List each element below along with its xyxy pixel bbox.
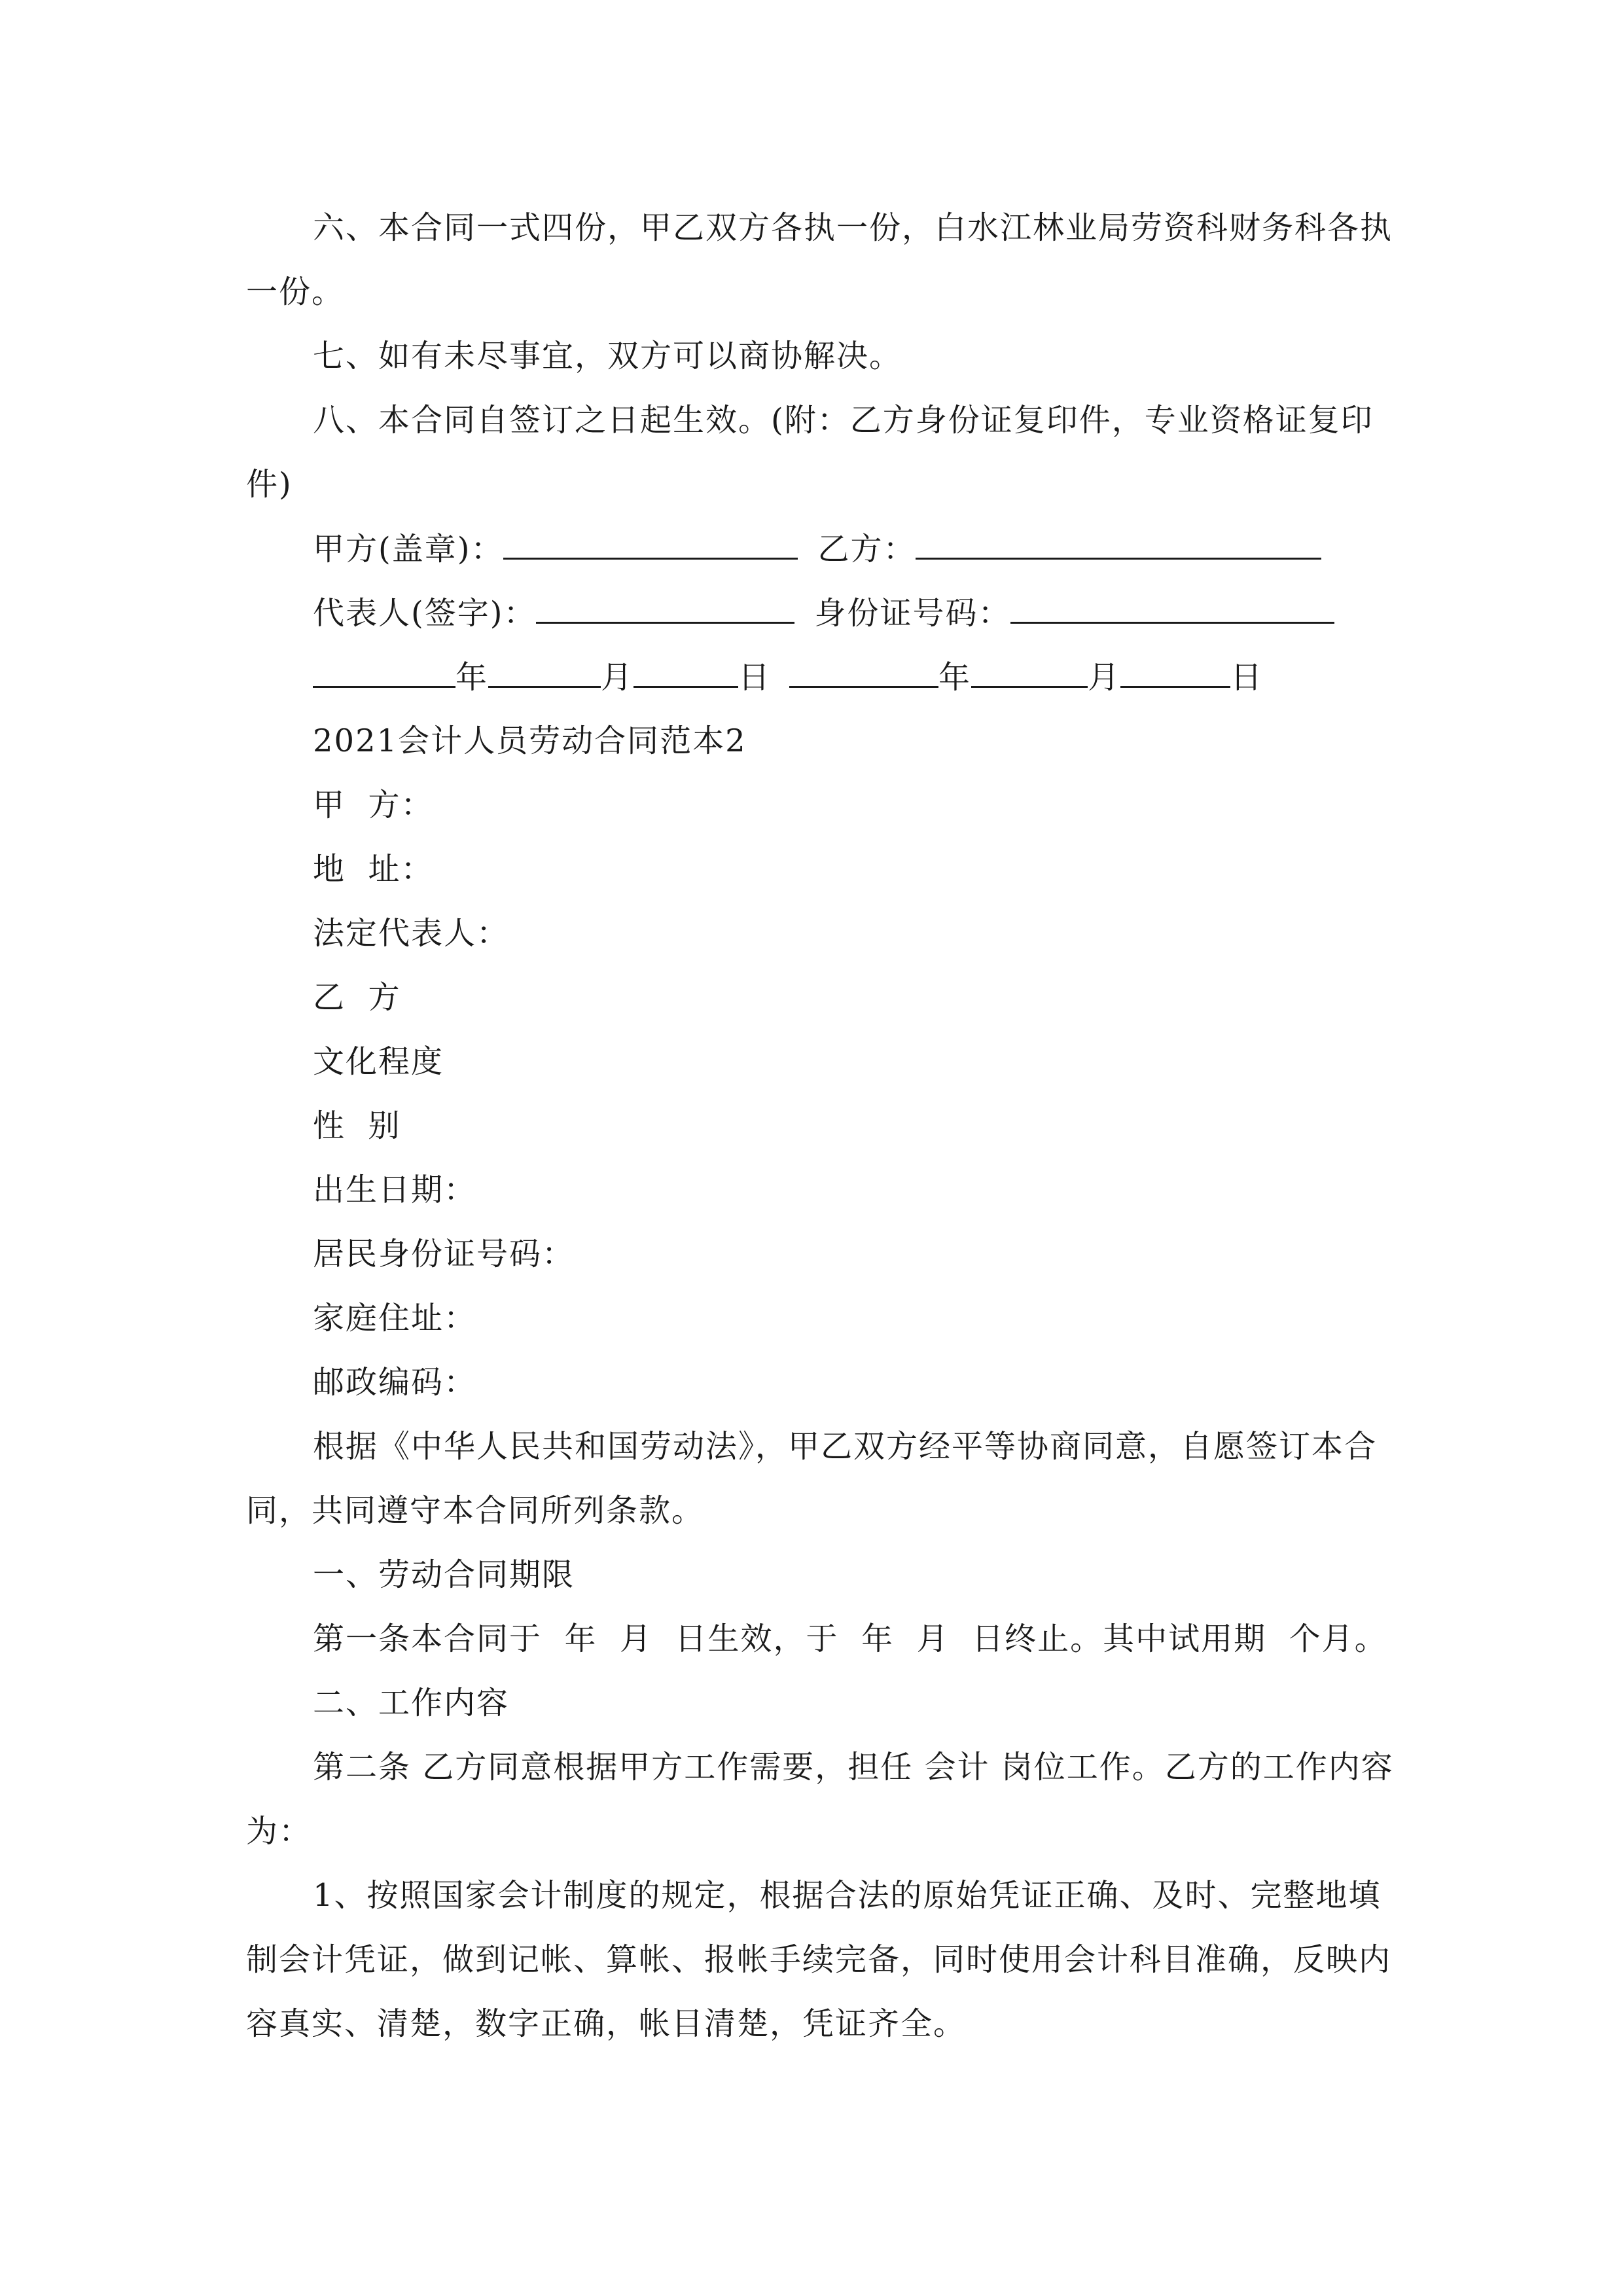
date-b-month-label: 月	[1088, 659, 1121, 696]
field-party-b: 乙 方	[313, 979, 401, 1016]
article2-line2: 为：	[246, 1813, 312, 1850]
party-b-blank	[916, 529, 1321, 560]
date-b-month-blank	[971, 657, 1088, 688]
date-a-month-blank	[488, 657, 601, 688]
item1-line3: 容真实、清楚，数字正确，帐目清楚，凭证齐全。	[246, 2005, 967, 2042]
field-birth-date: 出生日期：	[313, 1172, 477, 1208]
date-b-year-label: 年	[938, 659, 972, 696]
clause-eight-line2: 件)	[246, 466, 293, 503]
article1: 第一条本合同于 年 月 日生效，于 年 月 日终止。其中试用期 个月。	[313, 1621, 1387, 1657]
signature-row-dates	[313, 657, 1263, 697]
clause-seven: 七、如有未尽事宜，双方可以商协解决。	[313, 338, 902, 374]
representative-label: 代表人(签字)：	[313, 595, 537, 632]
party-a-seal-blank	[503, 529, 798, 560]
signature-row-parties	[313, 529, 1321, 569]
field-address: 地 址：	[313, 851, 434, 888]
representative-blank	[536, 593, 794, 624]
date-b-year-blank	[789, 657, 938, 688]
field-home-address: 家庭住址：	[313, 1300, 477, 1336]
field-postcode: 邮政编码：	[313, 1364, 477, 1401]
item1-line1: 1、按照国家会计制度的规定，根据合法的原始凭证正确、及时、完整地填	[313, 1877, 1382, 1914]
signature-row-representative	[313, 593, 1334, 633]
field-education: 文化程度	[313, 1043, 444, 1080]
date-a-month-label: 月	[601, 659, 634, 696]
field-id-card: 居民身份证号码：	[313, 1236, 575, 1272]
field-gender: 性 别	[313, 1107, 401, 1144]
section2-heading: 二、工作内容	[313, 1685, 510, 1721]
date-a-year-blank	[313, 657, 455, 688]
clause-six-line2: 一份。	[246, 274, 345, 310]
field-legal-rep: 法定代表人：	[313, 915, 510, 952]
party-a-seal-label: 甲方(盖章)：	[313, 531, 504, 567]
date-b-day-label: 日	[1230, 659, 1264, 696]
preamble-line2: 同，共同遵守本合同所列条款。	[246, 1492, 705, 1529]
date-b-day-blank	[1120, 657, 1230, 688]
template2-title: 2021会计人员劳动合同范本2	[313, 723, 747, 759]
date-a-day-blank	[633, 657, 738, 688]
preamble-line1: 根据《中华人民共和国劳动法》，甲乙双方经平等协商同意，自愿签订本合	[313, 1428, 1378, 1465]
item1-line2: 制会计凭证，做到记帐、算帐、报帐手续完备，同时使用会计科目准确，反映内	[246, 1941, 1392, 1978]
id-number-label: 身份证号码：	[814, 595, 1011, 632]
id-number-blank	[1010, 593, 1334, 624]
clause-eight-line1: 八、本合同自签订之日起生效。(附：乙方身份证复印件，专业资格证复印	[313, 402, 1374, 439]
article2-line1: 第二条 乙方同意根据甲方工作需要，担任 会计 岗位工作。乙方的工作内容	[313, 1749, 1394, 1785]
field-party-a: 甲 方：	[313, 787, 434, 823]
section1-heading: 一、劳动合同期限	[313, 1556, 575, 1593]
party-b-label: 乙方：	[817, 531, 916, 567]
date-a-day-label: 日	[738, 659, 772, 696]
clause-six-line1: 六、本合同一式四份，甲乙双方各执一份，白水江林业局劳资科财务科各执	[313, 209, 1393, 246]
date-a-year-label: 年	[455, 659, 489, 696]
